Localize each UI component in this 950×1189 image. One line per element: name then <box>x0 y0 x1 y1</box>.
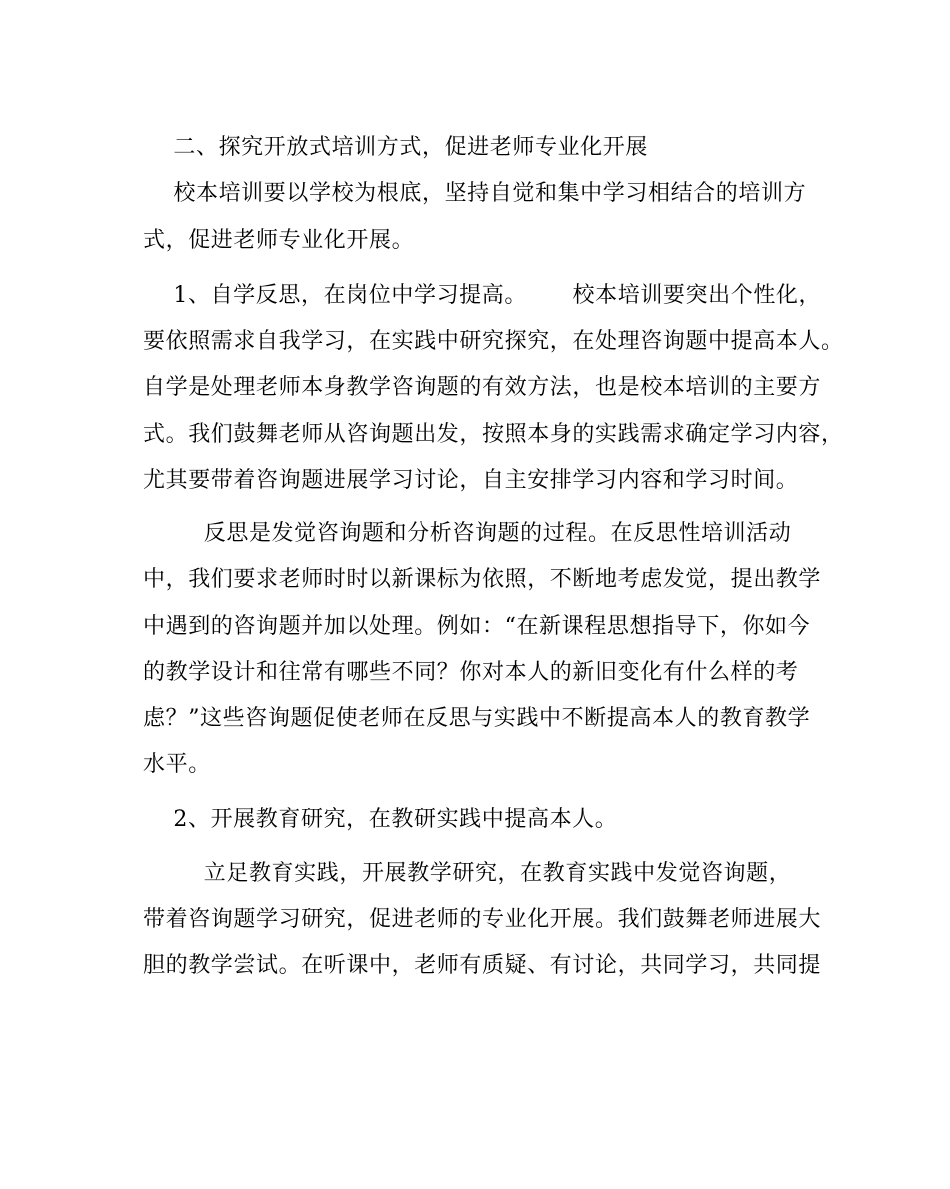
text-line: 中遇到的咨询题并加以处理。例如：“在新课程思想指导下，你如今 <box>143 614 811 639</box>
text-line: 反思是发觉咨询题和分析咨询题的过程。在反思性培训活动 <box>143 521 792 546</box>
text-line: 带着咨询题学习研究，促进老师的专业化开展。我们鼓舞老师进展大 <box>143 907 822 932</box>
text-line: 中，我们要求老师时时以新课标为依照，不断地考虑发觉，提出教学 <box>143 567 822 592</box>
text-line: 式，促进老师专业化开展。 <box>143 228 415 253</box>
text-line: 2、开展教育研究，在教研实践中提高本人。 <box>143 807 618 832</box>
text-line: 的教学设计和往常有哪些不同？你对本人的新旧变化有什么样的考 <box>143 660 799 685</box>
text-line: 水平。 <box>143 752 211 777</box>
text-line: 立足教育实践，开展教学研究，在教育实践中发觉咨询题， <box>143 861 792 886</box>
text-line: 式。我们鼓舞老师从咨询题出发，按照本身的实践需求确定学习内容， <box>143 422 844 447</box>
text-line: 二、探究开放式培训方式，促进老师专业化开展 <box>143 135 648 160</box>
text-line: 要依照需求自我学习，在实践中研究探究，在处理咨询题中提高本人。 <box>143 329 844 354</box>
text-line: 胆的教学尝试。在听课中，老师有质疑、有讨论，共同学习，共同提 <box>143 953 822 978</box>
text-line: 虑？”这些咨询题促使老师在反思与实践中不断提高本人的教育教学 <box>143 706 811 731</box>
text-line: 1、自学反思，在岗位中学习提高。 校本培训要突出个性化， <box>143 283 822 308</box>
text-line: 尤其要带着咨询题进展学习讨论，自主安排学习内容和学习时间。 <box>143 468 799 493</box>
text-line: 自学是处理老师本身教学咨询题的有效方法，也是校本培训的主要方 <box>143 375 822 400</box>
text-line: 校本培训要以学校为根底，坚持自觉和集中学习相结合的培训方 <box>143 181 807 206</box>
